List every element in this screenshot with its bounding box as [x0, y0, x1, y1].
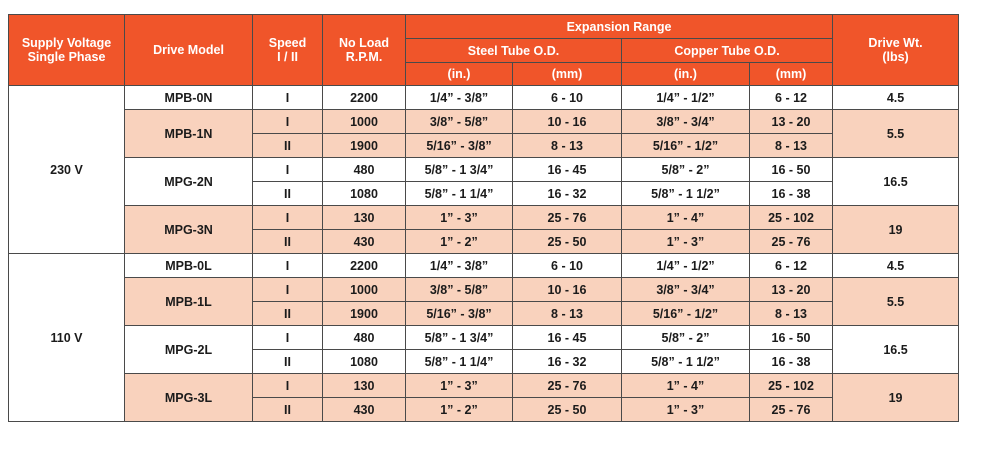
copper-mm-cell: 25 - 76 [750, 230, 833, 254]
weight-cell: 5.5 [833, 278, 959, 326]
steel-mm-cell: 6 - 10 [513, 254, 622, 278]
copper-in-cell: 1/4” - 1/2” [622, 254, 750, 278]
speed-cell: II [253, 350, 323, 374]
spec-table-container [8, 14, 959, 422]
copper-mm-cell: 6 - 12 [750, 254, 833, 278]
header-expansion-range: Expansion Range [406, 15, 833, 39]
header-speed: Speed I / II [253, 15, 323, 86]
speed-cell: I [253, 206, 323, 230]
rpm-cell: 1080 [323, 350, 406, 374]
steel-mm-cell: 16 - 45 [513, 158, 622, 182]
copper-in-cell: 5/16” - 1/2” [622, 302, 750, 326]
table-row [9, 254, 959, 278]
speed-cell: I [253, 110, 323, 134]
copper-in-cell: 1” - 4” [622, 206, 750, 230]
rpm-cell: 130 [323, 206, 406, 230]
speed-cell: I [253, 278, 323, 302]
speed-cell: II [253, 134, 323, 158]
steel-in-cell: 1/4” - 3/8” [406, 86, 513, 110]
steel-mm-cell: 16 - 32 [513, 182, 622, 206]
table-row [9, 110, 959, 134]
speed-cell: II [253, 230, 323, 254]
voltage-cell: 110 V [9, 254, 125, 422]
rpm-cell: 430 [323, 398, 406, 422]
model-cell: MPB-1L [125, 278, 253, 326]
header-rpm: No Load R.P.M. [323, 15, 406, 86]
header-copper-tube: Copper Tube O.D. [622, 39, 833, 63]
weight-cell: 4.5 [833, 254, 959, 278]
steel-mm-cell: 25 - 76 [513, 374, 622, 398]
weight-cell: 19 [833, 374, 959, 422]
steel-mm-cell: 6 - 10 [513, 86, 622, 110]
steel-in-cell: 5/8” - 1 1/4” [406, 182, 513, 206]
copper-in-cell: 3/8” - 3/4” [622, 278, 750, 302]
steel-in-cell: 1” - 3” [406, 206, 513, 230]
copper-in-cell: 5/8” - 1 1/2” [622, 182, 750, 206]
rpm-cell: 1080 [323, 182, 406, 206]
copper-mm-cell: 8 - 13 [750, 302, 833, 326]
rpm-cell: 1900 [323, 302, 406, 326]
copper-mm-cell: 16 - 38 [750, 182, 833, 206]
steel-mm-cell: 8 - 13 [513, 302, 622, 326]
table-row [9, 278, 959, 302]
copper-mm-cell: 8 - 13 [750, 134, 833, 158]
copper-mm-cell: 25 - 102 [750, 206, 833, 230]
copper-in-cell: 5/8” - 2” [622, 158, 750, 182]
model-cell: MPG-2N [125, 158, 253, 206]
model-cell: MPG-3L [125, 374, 253, 422]
weight-cell: 16.5 [833, 326, 959, 374]
header-copper-unit-mm: (mm) [750, 63, 833, 86]
model-cell: MPG-3N [125, 206, 253, 254]
table-row [9, 86, 959, 110]
steel-mm-cell: 25 - 50 [513, 398, 622, 422]
steel-mm-cell: 8 - 13 [513, 134, 622, 158]
copper-mm-cell: 6 - 12 [750, 86, 833, 110]
copper-in-cell: 1/4” - 1/2” [622, 86, 750, 110]
speed-cell: I [253, 86, 323, 110]
steel-mm-cell: 25 - 76 [513, 206, 622, 230]
copper-mm-cell: 16 - 38 [750, 350, 833, 374]
copper-in-cell: 5/8” - 1 1/2” [622, 350, 750, 374]
copper-in-cell: 1” - 3” [622, 398, 750, 422]
rpm-cell: 480 [323, 326, 406, 350]
steel-in-cell: 3/8” - 5/8” [406, 110, 513, 134]
weight-cell: 19 [833, 206, 959, 254]
speed-cell: I [253, 326, 323, 350]
speed-cell: I [253, 374, 323, 398]
weight-cell: 4.5 [833, 86, 959, 110]
speed-cell: II [253, 398, 323, 422]
steel-mm-cell: 10 - 16 [513, 278, 622, 302]
table-row [9, 158, 959, 182]
weight-cell: 16.5 [833, 158, 959, 206]
drive-spec-table [8, 14, 959, 422]
copper-in-cell: 1” - 3” [622, 230, 750, 254]
voltage-cell: 230 V [9, 86, 125, 254]
model-cell: MPB-0N [125, 86, 253, 110]
copper-in-cell: 5/8” - 2” [622, 326, 750, 350]
copper-mm-cell: 16 - 50 [750, 326, 833, 350]
weight-cell: 5.5 [833, 110, 959, 158]
header-drive-model: Drive Model [125, 15, 253, 86]
copper-mm-cell: 25 - 102 [750, 374, 833, 398]
table-row [9, 374, 959, 398]
header-supply-voltage: Supply Voltage Single Phase [9, 15, 125, 86]
table-header [9, 15, 959, 86]
rpm-cell: 2200 [323, 254, 406, 278]
rpm-cell: 1900 [323, 134, 406, 158]
rpm-cell: 130 [323, 374, 406, 398]
steel-in-cell: 5/8” - 1 3/4” [406, 326, 513, 350]
copper-mm-cell: 13 - 20 [750, 278, 833, 302]
copper-in-cell: 1” - 4” [622, 374, 750, 398]
speed-cell: I [253, 254, 323, 278]
copper-mm-cell: 13 - 20 [750, 110, 833, 134]
steel-in-cell: 5/16” - 3/8” [406, 134, 513, 158]
header-steel-tube: Steel Tube O.D. [406, 39, 622, 63]
rpm-cell: 2200 [323, 86, 406, 110]
rpm-cell: 1000 [323, 278, 406, 302]
speed-cell: II [253, 182, 323, 206]
steel-in-cell: 1” - 2” [406, 398, 513, 422]
model-cell: MPB-1N [125, 110, 253, 158]
steel-mm-cell: 16 - 32 [513, 350, 622, 374]
steel-in-cell: 1/4” - 3/8” [406, 254, 513, 278]
steel-in-cell: 3/8” - 5/8” [406, 278, 513, 302]
copper-in-cell: 3/8” - 3/4” [622, 110, 750, 134]
steel-mm-cell: 16 - 45 [513, 326, 622, 350]
table-row [9, 206, 959, 230]
speed-cell: I [253, 158, 323, 182]
steel-in-cell: 5/16” - 3/8” [406, 302, 513, 326]
copper-mm-cell: 16 - 50 [750, 158, 833, 182]
model-cell: MPG-2L [125, 326, 253, 374]
copper-mm-cell: 25 - 76 [750, 398, 833, 422]
header-copper-unit-in: (in.) [622, 63, 750, 86]
steel-in-cell: 1” - 3” [406, 374, 513, 398]
rpm-cell: 480 [323, 158, 406, 182]
steel-in-cell: 5/8” - 1 1/4” [406, 350, 513, 374]
steel-mm-cell: 25 - 50 [513, 230, 622, 254]
table-row [9, 326, 959, 350]
steel-in-cell: 5/8” - 1 3/4” [406, 158, 513, 182]
speed-cell: II [253, 302, 323, 326]
rpm-cell: 1000 [323, 110, 406, 134]
model-cell: MPB-0L [125, 254, 253, 278]
table-body [9, 86, 959, 422]
steel-in-cell: 1” - 2” [406, 230, 513, 254]
header-steel-unit-mm: (mm) [513, 63, 622, 86]
header-drive-weight: Drive Wt. (lbs) [833, 15, 959, 86]
steel-mm-cell: 10 - 16 [513, 110, 622, 134]
header-steel-unit-in: (in.) [406, 63, 513, 86]
copper-in-cell: 5/16” - 1/2” [622, 134, 750, 158]
rpm-cell: 430 [323, 230, 406, 254]
